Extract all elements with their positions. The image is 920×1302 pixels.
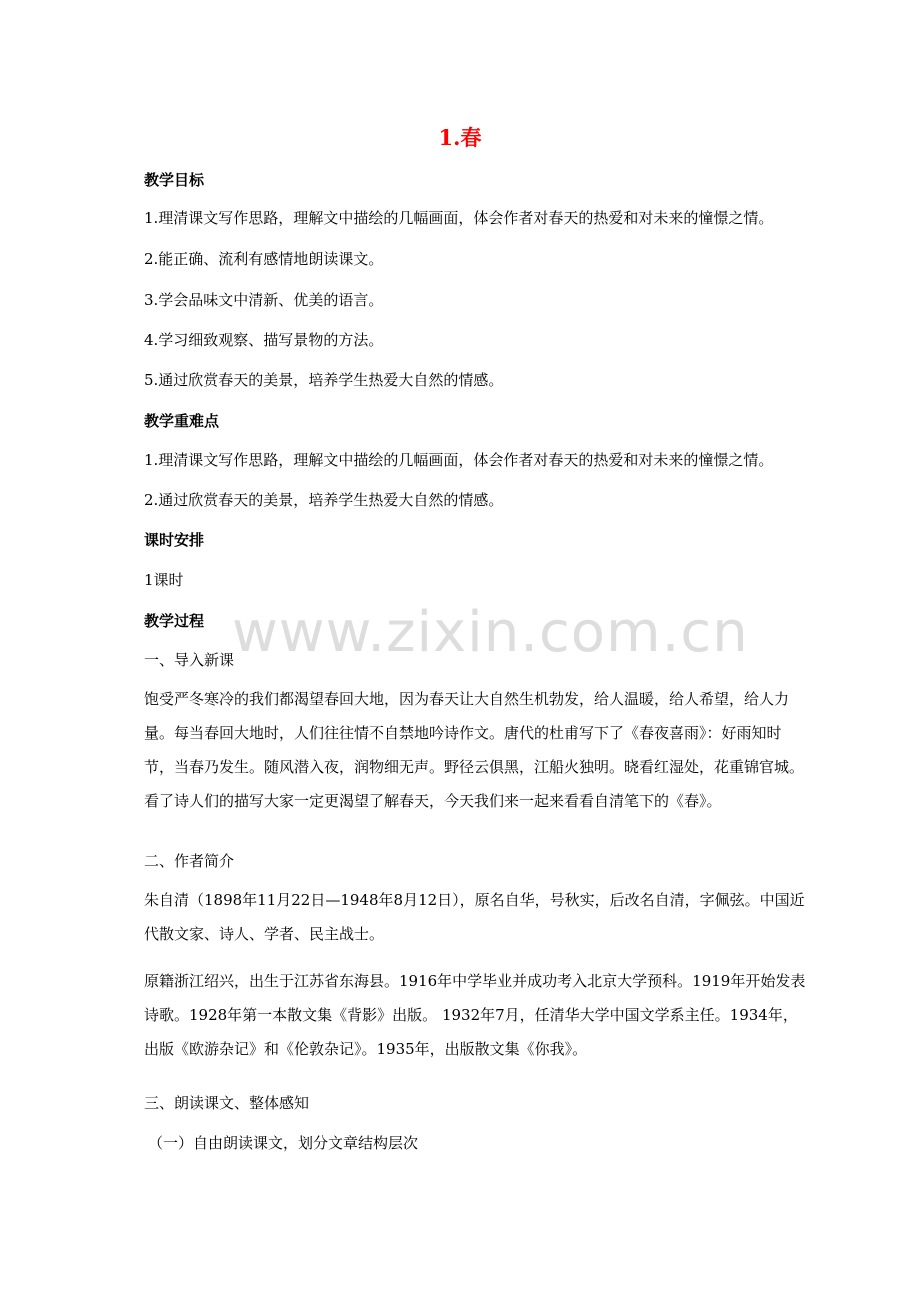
goal-item: 5.通过欣赏春天的美景，培养学生热爱大自然的情感。: [144, 371, 504, 389]
document-title: 1.春: [438, 125, 482, 150]
process-heading: 教学过程: [144, 612, 205, 630]
goal-item: 4.学习细致观察、描写景物的方法。: [144, 331, 384, 349]
step3-subheading: （一）自由朗读课文，划分文章结构层次: [148, 1134, 419, 1152]
step2-paragraph-2: 原籍浙江绍兴，出生于江苏省东海县。1916年中学毕业并成功考入北京大学预科。1919年开始发表诗歌。1928年第一本散文集《背影》出版。 1932年7月，任清华大学中国文学系主任。1934年，出版《欧游杂记》和《伦敦杂记》。1935年，出版散文集《你我》。: [144, 972, 806, 1058]
step1-paragraph: 饱受严冬寒冷的我们都渴望春回大地，因为春天让大自然生机勃发，给人温暖，给人希望，给人力量。每当春回大地时，人们往往情不自禁地吟诗作文。唐代的杜甫写下了《春夜喜雨》：好雨知时节，当春乃发生。随风潜入夜，润物细无声。野径云俱黑，江船火独明。晓看红湿处，花重锦官城。看了诗人们的描写大家一定更渴望了解春天，今天我们来一起来看看自清笔下的《春》。: [144, 690, 805, 810]
key-point-item: 1.理清课文写作思路，理解文中描绘的几幅画面，体会作者对春天的热爱和对未来的憧憬之情。: [144, 451, 774, 469]
step2-paragraph-1: 朱自清（1898年11月22日—1948年8月12日），原名自华，号秋实，后改名自清，字佩弦。中国近代散文家、诗人、学者、民主战士。: [144, 891, 805, 943]
goals-heading: 教学目标: [144, 171, 205, 189]
goal-item: 3.学会品味文中清新、优美的语言。: [144, 291, 384, 309]
watermark-text: www.zixin.com.cn: [232, 600, 749, 665]
goal-item: 1.理清课文写作思路，理解文中描绘的几幅画面，体会作者对春天的热爱和对未来的憧憬之情。: [144, 209, 774, 227]
schedule-text: 1课时: [144, 571, 184, 589]
step-heading: 二、作者简介: [144, 852, 235, 870]
goal-item: 2.能正确、流利有感情地朗读课文。: [144, 250, 384, 268]
key-points-heading: 教学重难点: [144, 412, 220, 430]
step-heading: 三、朗读课文、整体感知: [144, 1094, 310, 1112]
key-point-item: 2.通过欣赏春天的美景，培养学生热爱大自然的情感。: [144, 491, 504, 509]
schedule-heading: 课时安排: [144, 531, 205, 549]
step-heading: 一、导入新课: [144, 651, 235, 669]
